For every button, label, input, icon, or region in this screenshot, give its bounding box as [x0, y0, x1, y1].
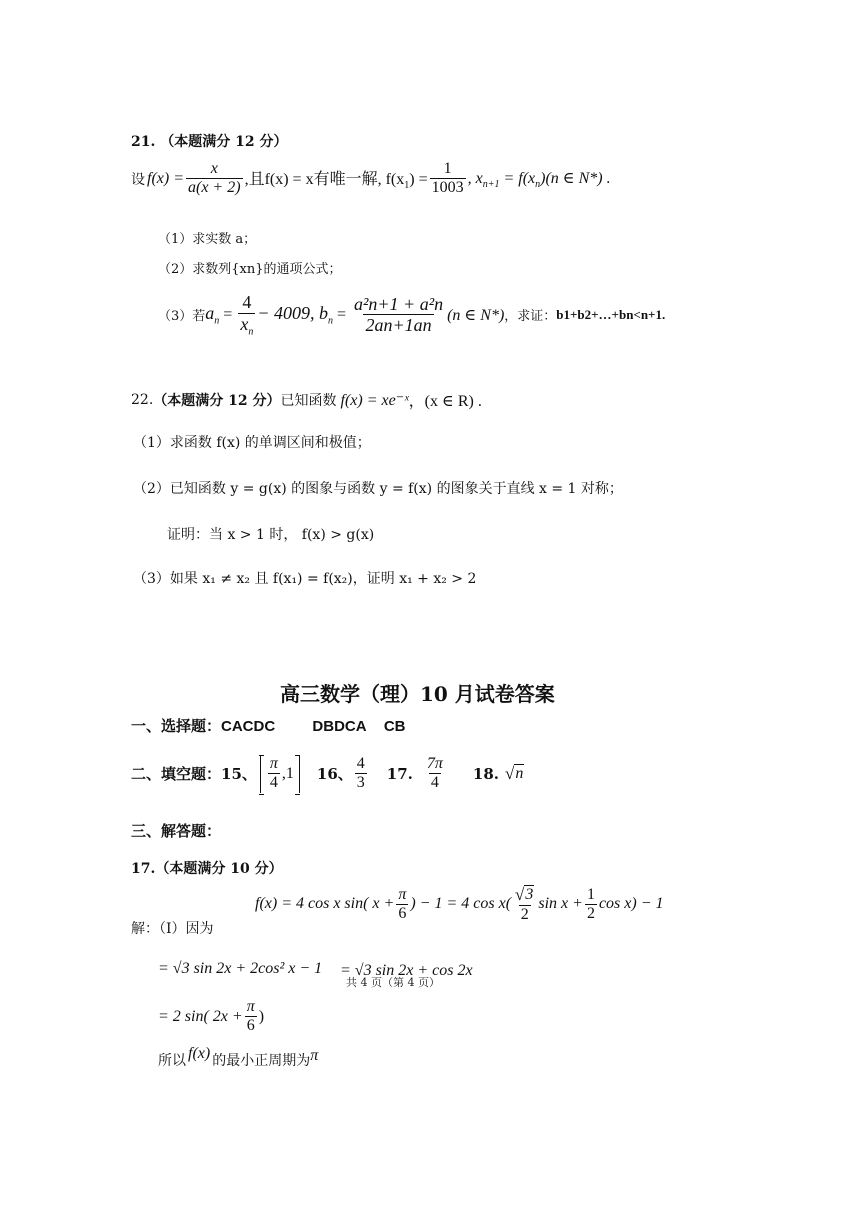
f-fraction	[186, 160, 243, 198]
f-num: x	[210, 160, 218, 177]
q22-score: （本题满分 12 分）	[153, 392, 281, 409]
period-pi: π	[310, 1047, 319, 1064]
sol-period	[158, 1045, 319, 1070]
part3-an: $a_n$	[205, 303, 220, 327]
intro-prefix: 设	[131, 171, 145, 188]
q21-intro	[131, 160, 611, 198]
q17-heading: 17.（本题满分 10 分）	[131, 861, 283, 877]
q22-num: 22.	[131, 391, 154, 408]
sol-line2: = √3 sin 2x + 2cos² x − 1	[158, 960, 323, 977]
line1-pi-frac: $\frac{\pi}{6}$	[398, 885, 407, 922]
part3-b-num: a²n+1 + a²n	[354, 293, 444, 314]
line1-a: f(x) = 4 cos x sin( x +	[255, 895, 395, 913]
choice-label: 一、选择题：	[131, 717, 222, 735]
choice-2: DBDCA	[312, 718, 367, 735]
fill15-interval	[260, 755, 300, 793]
choice-1: CACDC	[221, 718, 276, 735]
q22-text: 已知函数	[280, 392, 337, 409]
q22-heading	[131, 388, 482, 411]
cond-text: ,且f(x) = x有唯一解, $f(x_1)$ =	[244, 171, 428, 192]
fill18-sqrt: √ n	[505, 763, 524, 783]
part3-mid: − 4009, $b_n$	[257, 303, 333, 327]
fill18-label: 18.	[472, 764, 500, 783]
part3-frac-den: $x_n$	[240, 313, 254, 338]
q21-heading: 21. （本题满分 12 分）	[131, 134, 288, 150]
line1-half-frac: $\frac{1}{2}$	[586, 885, 595, 922]
q22-part3: （3）如果 x₁ ≠ x₂ 且 f(x₁) = f(x₂)，证明 x₁ + x₂ > 2	[133, 571, 477, 587]
fill-label: 二、填空题：	[131, 765, 222, 784]
part3-frac-num: 4	[242, 292, 252, 312]
line3-pi-frac: $\frac{\pi}{6}$	[246, 998, 255, 1035]
period-b: 的最小正周期为	[212, 1053, 311, 1069]
part3-frac	[238, 292, 255, 338]
part3-b-frac	[352, 294, 445, 336]
q21-part3	[158, 292, 665, 338]
f-lhs: f(x) =	[147, 169, 184, 187]
line3-a: = 2 sin( 2x +	[158, 1007, 243, 1025]
q22-domain: ，(x ∈ R) .	[408, 393, 482, 410]
x1-fraction	[430, 160, 466, 198]
answers-title: 高三数学（理）10 月试卷答案	[280, 682, 555, 706]
solve-label: 三、解答题：	[131, 822, 222, 840]
fill15-rest: ,1	[281, 764, 294, 782]
period-f: f(x)	[188, 1045, 211, 1062]
sol-line2b: = √3 sin 2x + cos 2x	[340, 962, 473, 979]
fill16-label: 16、	[316, 765, 353, 784]
choice-3: CB	[383, 718, 406, 735]
sol-prefix: 解：（Ⅰ）因为	[131, 921, 214, 937]
q21-part1: （1）求实数 a；	[158, 232, 257, 247]
q21-part2: （2）求数列{xn}的通项公式；	[158, 262, 342, 277]
x1-den: 1003	[431, 179, 464, 197]
f-den: a(x + 2)	[188, 179, 241, 197]
line1-c: sin x +	[538, 895, 583, 913]
q22-part2-prove: 证明：当 x > 1 时， f(x) > g(x)	[167, 527, 375, 543]
part3-eq2: =	[336, 305, 346, 323]
part3-prefix: （3）若	[158, 309, 206, 325]
line1-d: cos x) − 1	[598, 895, 664, 913]
choice-row	[131, 715, 406, 736]
q22-part2: （2）已知函数 y = g(x) 的图象与函数 y = f(x) 的图象关于直线 x = 1 对称；	[133, 481, 623, 497]
line1-b: ) − 1 = 4 cos x(	[410, 895, 512, 913]
fill15-label: 15、	[221, 765, 257, 784]
fill16-frac: $\frac{4}{3}$	[356, 755, 365, 792]
line3-b: )	[258, 1007, 265, 1025]
line1-sqrt3-frac: √ 3 2	[515, 885, 534, 923]
part3-cond: (n ∈ N*)	[447, 306, 505, 324]
period-a: 所以	[158, 1053, 186, 1069]
part3-b-den: 2an+1an	[365, 315, 432, 336]
q22-func: f(x) = xe⁻ˣ	[340, 391, 409, 409]
sol-line3	[158, 998, 264, 1036]
fill17-label: 17.	[386, 764, 413, 783]
part3-prove: ，求证：	[504, 309, 557, 325]
fill17-frac: $\frac{7\pi}{4}$	[426, 755, 443, 792]
sol-line1	[255, 885, 664, 924]
fill-row	[131, 755, 524, 793]
q22-part1: （1）求函数 f(x) 的单调区间和极值；	[133, 435, 371, 451]
part3-prove-expr: b1+b2+…+bn<n+1.	[556, 306, 666, 322]
part3-eq: =	[223, 305, 233, 323]
recurrence: , $x_{n+1} = f(x_n)(n$ ∈ N*) .	[467, 169, 611, 190]
fill15-frac: $\frac{\pi}{4}$	[269, 755, 278, 792]
x1-num: 1	[443, 160, 452, 177]
page-footer: 共 4 页（第 4 页）	[346, 976, 440, 989]
